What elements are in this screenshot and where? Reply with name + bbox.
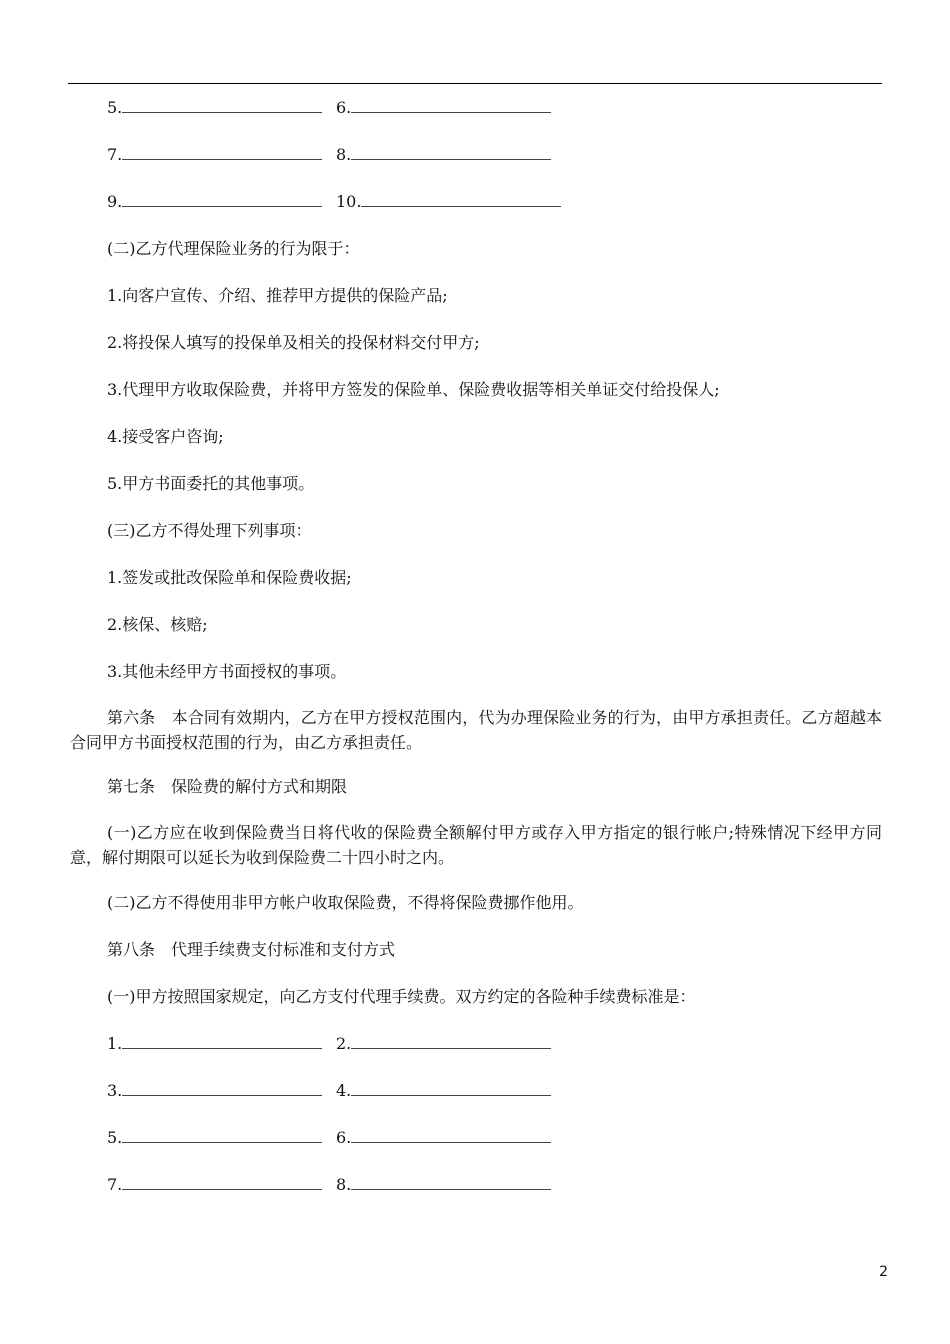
blank-number: 5. (107, 1128, 123, 1147)
list-item: 4.接受客户咨询; (107, 427, 224, 446)
blank-row (70, 144, 882, 166)
article-paragraph: (一)甲方按照国家规定，向乙方支付代理手续费。双方约定的各险种手续费标准是： (107, 987, 696, 1006)
blank-row (70, 1080, 882, 1102)
blank-number: 8. (336, 145, 352, 164)
blank-row (70, 97, 882, 119)
blank-number: 8. (336, 1175, 352, 1194)
fill-in-blank[interactable] (351, 98, 551, 113)
list-item: 5.甲方书面委托的其他事项。 (107, 474, 315, 493)
blank-number: 6. (336, 1128, 352, 1147)
blank-number: 10. (336, 192, 362, 211)
blank-number: 7. (107, 145, 123, 164)
fill-in-blank[interactable] (351, 1034, 551, 1049)
fill-in-blank[interactable] (122, 1175, 322, 1190)
blank-number: 6. (336, 98, 352, 117)
fill-in-blank[interactable] (351, 145, 551, 160)
page-number: 2 (879, 1264, 888, 1280)
blank-number: 5. (107, 98, 123, 117)
blank-row (70, 1127, 882, 1149)
list-item: 3.代理甲方收取保险费，并将甲方签发的保险单、保险费收据等相关单证交付给投保人; (107, 380, 720, 399)
blank-number: 3. (107, 1081, 123, 1100)
article-paragraph: 第六条 本合同有效期内，乙方在甲方授权范围内，代为办理保险业务的行为，由甲方承担责任。乙方超越本合同甲方书面授权范围的行为，由乙方承担责任。 (70, 708, 882, 752)
blank-row (70, 1174, 882, 1196)
document-body (70, 97, 882, 1196)
section-heading: (二)乙方代理保险业务的行为限于： (107, 239, 360, 258)
section-heading: (三)乙方不得处理下列事项： (107, 521, 312, 540)
blank-row (70, 1033, 882, 1055)
blank-number: 2. (336, 1034, 352, 1053)
list-item: 2.核保、核赔; (107, 615, 208, 634)
blank-number: 4. (336, 1081, 352, 1100)
fill-in-blank[interactable] (122, 1128, 322, 1143)
article-title: 第七条 保险费的解付方式和期限 (107, 777, 348, 796)
fill-in-blank[interactable] (122, 98, 322, 113)
list-item: 1.签发或批改保险单和保险费收据; (107, 568, 352, 587)
article-title: 第八条 代理手续费支付标准和支付方式 (107, 940, 396, 959)
fill-in-blank[interactable] (122, 1081, 322, 1096)
blank-number: 7. (107, 1175, 123, 1194)
list-item: 3.其他未经甲方书面授权的事项。 (107, 662, 347, 681)
blank-number: 1. (107, 1034, 123, 1053)
fill-in-blank[interactable] (351, 1081, 551, 1096)
fill-in-blank[interactable] (351, 1128, 551, 1143)
blank-number: 9. (107, 192, 123, 211)
article-paragraph: (二)乙方不得使用非甲方帐户收取保险费，不得将保险费挪作他用。 (107, 893, 584, 912)
blank-row (70, 191, 882, 213)
fill-in-blank[interactable] (122, 192, 322, 207)
fill-in-blank[interactable] (361, 192, 561, 207)
list-item: 2.将投保人填写的投保单及相关的投保材料交付甲方; (107, 333, 480, 352)
list-item: 1.向客户宣传、介绍、推荐甲方提供的保险产品; (107, 286, 448, 305)
article-paragraph: (一)乙方应在收到保险费当日将代收的保险费全额解付甲方或存入甲方指定的银行帐户;特殊情况下经甲方同意，解付期限可以延长为收到保险费二十四小时之内。 (70, 823, 882, 867)
fill-in-blank[interactable] (351, 1175, 551, 1190)
fill-in-blank[interactable] (122, 1034, 322, 1049)
fill-in-blank[interactable] (122, 145, 322, 160)
header-rule (68, 83, 882, 84)
